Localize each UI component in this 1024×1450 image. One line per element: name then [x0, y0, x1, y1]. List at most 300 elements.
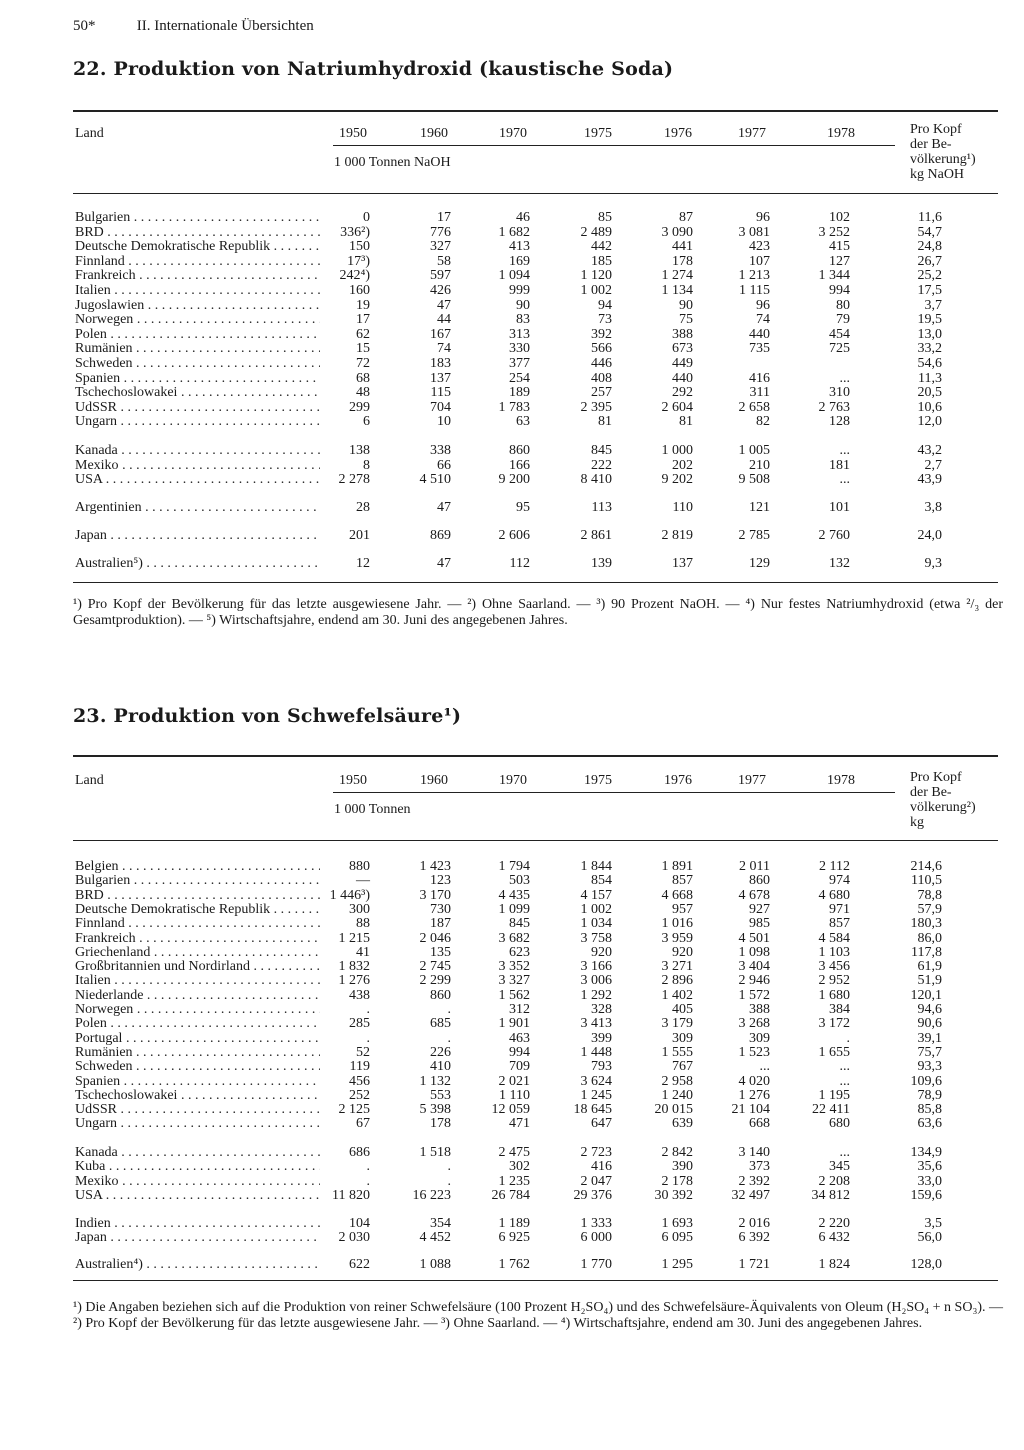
table-row [0, 888, 1024, 903]
production-value: 1 245 [580, 1087, 612, 1103]
production-value: 1 446³) [329, 887, 370, 903]
section-title: 22. Produktion von Natriumhydroxid (kaustische Soda) [73, 58, 674, 80]
production-value: 2 112 [819, 859, 850, 874]
production-value: 1 189 [498, 1216, 530, 1231]
production-value: 388 [749, 1002, 770, 1017]
production-value: 328 [591, 1002, 612, 1017]
column-header-year: 1960 [420, 773, 448, 788]
production-value: 75 [679, 312, 693, 328]
production-value: 90 [516, 297, 530, 313]
production-value: 4 157 [580, 887, 612, 903]
production-value: 1 002 [580, 283, 612, 298]
production-value: 10 [437, 414, 451, 430]
production-value: 74 [437, 341, 451, 357]
country-name: Schweden . . . [75, 1059, 320, 1074]
unit-label: 1 000 Tonnen [334, 802, 411, 817]
production-value: 79 [836, 312, 850, 328]
production-value: 405 [672, 1002, 693, 1017]
production-value: 454 [829, 326, 850, 342]
production-value: 880 [349, 859, 370, 874]
table-rule [73, 840, 998, 841]
production-value: 312 [509, 1002, 530, 1017]
production-value: 1 794 [498, 859, 530, 874]
prokopf-line: Pro Kopf [910, 770, 962, 785]
production-value: 252 [349, 1087, 370, 1103]
production-value: — [356, 873, 370, 889]
table-row [0, 1145, 1024, 1160]
production-value: 47 [437, 297, 451, 313]
production-value: 2 299 [419, 973, 451, 989]
country-name: Frankreich . . . [75, 931, 320, 946]
production-value: 2 896 [661, 973, 693, 989]
production-value: 725 [829, 341, 850, 357]
production-value: 202 [672, 457, 693, 473]
per-capita-value: 61,9 [917, 959, 942, 975]
production-value: 622 [349, 1257, 370, 1272]
production-value: 1 103 [818, 944, 850, 960]
production-value: 1 110 [499, 1087, 530, 1103]
prokopf-line: der Be- [910, 137, 952, 152]
prokopf-line: der Be- [910, 785, 952, 800]
per-capita-value: 120,1 [910, 987, 942, 1003]
per-capita-value: 10,6 [917, 399, 942, 415]
production-value: 1 333 [580, 1216, 612, 1231]
production-value: 999 [509, 283, 530, 298]
production-value: 310 [829, 385, 850, 401]
production-value: 3 413 [580, 1016, 612, 1032]
country-name: Tschechoslowakei . . . [75, 385, 320, 400]
production-value: 1 120 [580, 268, 612, 284]
country-name: UdSSR . . . [75, 1102, 320, 1117]
production-value: 957 [672, 901, 693, 917]
country-name: Norwegen . . . [75, 312, 320, 327]
per-capita-value: 86,0 [917, 930, 942, 946]
per-capita-value: 19,5 [917, 312, 942, 328]
production-value: 2 606 [498, 528, 530, 543]
production-value: 735 [749, 341, 770, 357]
production-value: 845 [509, 916, 530, 932]
production-value: 3 404 [738, 959, 770, 975]
production-value: 3 170 [419, 887, 451, 903]
production-value: 47 [437, 500, 451, 515]
production-value: 4 680 [818, 887, 850, 903]
production-value: 3 140 [738, 1145, 770, 1160]
production-value: 3 682 [498, 930, 530, 946]
production-value: 1 098 [738, 944, 770, 960]
production-value: 647 [591, 1116, 612, 1132]
prokopf-line: völkerung¹) [910, 152, 976, 167]
country-name: UdSSR . . . [75, 400, 320, 415]
production-value: 1 295 [661, 1257, 693, 1272]
production-value: 920 [672, 944, 693, 960]
production-value: 1 094 [498, 268, 530, 284]
production-value: 639 [672, 1116, 693, 1132]
per-capita-value: 159,6 [910, 1187, 942, 1203]
table-row [0, 225, 1024, 240]
production-value: 6 000 [580, 1230, 612, 1246]
production-value: 309 [749, 1030, 770, 1046]
table-row [0, 931, 1024, 946]
production-value: 3 179 [661, 1016, 693, 1032]
production-value: 8 410 [580, 472, 612, 488]
production-value: . [366, 1159, 370, 1175]
table-row [0, 1002, 1024, 1017]
per-capita-value: 180,3 [910, 916, 942, 932]
per-capita-value: 9,3 [924, 556, 942, 571]
production-value: 113 [591, 500, 612, 515]
production-value: 2 489 [580, 224, 612, 240]
column-header-land: Land [75, 126, 104, 141]
production-value: 1 215 [338, 930, 370, 946]
table-row [0, 973, 1024, 988]
table-row [0, 283, 1024, 298]
production-value: 87 [679, 210, 693, 225]
per-capita-value: 117,8 [911, 944, 942, 960]
production-value: 28 [356, 500, 370, 515]
production-value: 384 [829, 1002, 850, 1017]
column-header-year: 1977 [738, 126, 766, 141]
production-value: 566 [591, 341, 612, 357]
production-value: 920 [591, 944, 612, 960]
per-capita-value: 43,9 [917, 472, 942, 488]
production-value: 254 [509, 370, 530, 386]
production-value: 94 [598, 297, 612, 313]
production-value: 1 682 [498, 224, 530, 240]
table-row [0, 959, 1024, 974]
production-value: 0 [363, 210, 370, 225]
production-value: 623 [509, 944, 530, 960]
per-capita-value: 110,5 [911, 873, 942, 889]
column-header-year: 1976 [664, 773, 692, 788]
production-value: ... [839, 472, 850, 488]
production-value: 121 [749, 500, 770, 515]
production-value: 68 [356, 370, 370, 386]
table-row [0, 371, 1024, 386]
production-value: 96 [756, 297, 770, 313]
production-value: 3 090 [661, 224, 693, 240]
production-value: 4 678 [738, 887, 770, 903]
production-value: 1 783 [498, 399, 530, 415]
production-value: 187 [430, 916, 451, 932]
production-value: 8 [363, 457, 370, 473]
table-row [0, 1074, 1024, 1089]
production-value: 857 [672, 873, 693, 889]
production-value: 860 [749, 873, 770, 889]
production-value: 327 [430, 239, 451, 255]
production-value: 2 946 [738, 973, 770, 989]
country-name: Belgien . . . [75, 859, 320, 874]
production-value: 127 [829, 253, 850, 269]
table-row [0, 1031, 1024, 1046]
production-value: 2 819 [661, 528, 693, 543]
production-value: 685 [430, 1016, 451, 1032]
per-capita-value: 78,9 [917, 1087, 942, 1103]
country-name: Mexiko . . . [75, 1174, 320, 1189]
country-name: Tschechoslowakei . . . [75, 1088, 320, 1103]
production-value: 123 [430, 873, 451, 889]
production-value: 503 [509, 873, 530, 889]
table-row [0, 1102, 1024, 1117]
production-value: 1 099 [498, 901, 530, 917]
table-row [0, 341, 1024, 356]
country-name: Japan . . . [75, 1230, 320, 1245]
production-value: 3 268 [738, 1016, 770, 1032]
country-name: Griechenland . . . [75, 945, 320, 960]
country-name: Argentinien . . . [75, 500, 320, 515]
production-value: 673 [672, 341, 693, 357]
production-value: 12 [356, 556, 370, 571]
production-value: 3 327 [498, 973, 530, 989]
production-value: 104 [349, 1216, 370, 1231]
production-value: 3 081 [738, 224, 770, 240]
production-value: 4 668 [661, 887, 693, 903]
production-value: 994 [509, 1044, 530, 1060]
table-row [0, 458, 1024, 473]
country-name: Deutsche Demokratische Republik . . . [75, 239, 320, 254]
section-title: 23. Produktion von Schwefelsäure¹) [73, 705, 462, 727]
per-capita-value: 109,6 [910, 1073, 942, 1089]
production-value: 178 [430, 1116, 451, 1132]
per-capita-value: 94,6 [917, 1002, 942, 1017]
production-value: ... [839, 1073, 850, 1089]
production-value: 4 452 [419, 1230, 451, 1246]
country-name: Finnland . . . [75, 254, 320, 269]
production-value: 1 901 [498, 1016, 530, 1032]
per-capita-value: 75,7 [917, 1044, 942, 1060]
production-value: 1 402 [661, 987, 693, 1003]
table-row [0, 945, 1024, 960]
production-value: 860 [430, 987, 451, 1003]
production-value: 1 562 [498, 987, 530, 1003]
per-capita-value: 90,6 [917, 1016, 942, 1032]
production-value: 3 252 [818, 224, 850, 240]
production-value: 3 758 [580, 930, 612, 946]
production-value: . [366, 1030, 370, 1046]
production-value: 354 [430, 1216, 451, 1231]
production-value: 189 [509, 385, 530, 401]
production-value: 1 824 [818, 1257, 850, 1272]
production-value: 1 276 [338, 973, 370, 989]
production-value: 4 584 [818, 930, 850, 946]
country-name: Mexiko . . . [75, 458, 320, 473]
table-row [0, 443, 1024, 458]
country-name: Frankreich . . . [75, 268, 320, 283]
production-value: 181 [829, 457, 850, 473]
production-value: 441 [672, 239, 693, 255]
per-capita-value: 3,8 [924, 500, 942, 515]
country-name: Polen . . . [75, 327, 320, 342]
production-value: 112 [509, 556, 530, 571]
column-header-year: 1975 [584, 126, 612, 141]
production-value: 19 [356, 297, 370, 313]
production-value: 6 925 [498, 1230, 530, 1246]
production-value: 292 [672, 385, 693, 401]
production-value: 21 104 [731, 1102, 770, 1118]
table-row [0, 298, 1024, 313]
unit-label: 1 000 Tonnen NaOH [334, 155, 451, 170]
table-row [0, 312, 1024, 327]
production-value: 2 278 [338, 472, 370, 488]
production-value: 2 723 [580, 1145, 612, 1160]
per-capita-value: 128,0 [910, 1257, 942, 1272]
production-value: ... [839, 370, 850, 386]
prokopf-line: Pro Kopf [910, 122, 962, 137]
table-row [0, 1216, 1024, 1231]
table-rule [73, 582, 998, 583]
production-value: 869 [430, 528, 451, 543]
table-row [0, 1230, 1024, 1245]
country-name: Bulgarien . . . [75, 210, 320, 225]
production-value: 167 [430, 326, 451, 342]
production-value: 85 [598, 210, 612, 225]
production-value: 3 456 [818, 959, 850, 975]
production-value: 2 178 [661, 1173, 693, 1189]
production-value: 2 021 [498, 1073, 530, 1089]
per-capita-value: 2,7 [924, 457, 942, 473]
production-value: 2 952 [818, 973, 850, 989]
production-value: 119 [349, 1059, 370, 1075]
production-value: 399 [591, 1030, 612, 1046]
production-value: 132 [829, 556, 850, 571]
country-name: Norwegen . . . [75, 1002, 320, 1017]
production-value: 2 395 [580, 399, 612, 415]
production-value: 668 [749, 1116, 770, 1132]
production-value: 3 166 [580, 959, 612, 975]
table-row [0, 1116, 1024, 1131]
per-capita-value: 3,5 [924, 1216, 942, 1231]
production-value: 169 [509, 253, 530, 269]
production-value: . [366, 1002, 370, 1017]
header-rule [333, 792, 895, 793]
per-capita-value: 3,7 [924, 297, 942, 313]
country-name: Großbritannien und Nordirland . . . [75, 959, 320, 974]
table-row [0, 1188, 1024, 1203]
production-value: 857 [829, 916, 850, 932]
production-value: 767 [672, 1059, 693, 1075]
per-capita-value: 35,6 [917, 1159, 942, 1175]
production-value: 927 [749, 901, 770, 917]
column-header-year: 1950 [339, 773, 367, 788]
production-value: 1 195 [818, 1087, 850, 1103]
production-value: 2 220 [818, 1216, 850, 1231]
country-name: Ungarn . . . [75, 1116, 320, 1131]
column-header-year: 1970 [499, 126, 527, 141]
production-value: 1 088 [419, 1257, 451, 1272]
country-name: Ungarn . . . [75, 414, 320, 429]
production-value: 3 271 [661, 959, 693, 975]
table-rule [73, 1280, 998, 1281]
production-value: 2 392 [738, 1173, 770, 1189]
production-value: 160 [349, 283, 370, 298]
production-value: 2 763 [818, 399, 850, 415]
production-value: 330 [509, 341, 530, 357]
production-value: 1 115 [739, 283, 770, 298]
production-value: 449 [672, 356, 693, 371]
production-value: 2 745 [419, 959, 451, 975]
production-value: 9 200 [498, 472, 530, 488]
table-row [0, 385, 1024, 400]
production-value: . [447, 1030, 451, 1046]
column-header-prokopf [910, 122, 1010, 182]
production-value: 2 785 [738, 528, 770, 543]
per-capita-value: 33,0 [917, 1173, 942, 1189]
production-value: 1 655 [818, 1044, 850, 1060]
production-value: 2 030 [338, 1230, 370, 1246]
production-value: 2 475 [498, 1145, 530, 1160]
country-name: Jugoslawien . . . [75, 298, 320, 313]
country-name: USA . . . [75, 1188, 320, 1203]
footnote: ¹) Pro Kopf der Bevölkerung für das letzte ausgewiesene Jahr. — ²) Ohne Saarland. — ³) 90 Prozent NaOH. — ⁴) Nur festes Natriumhydroxid (etwa ²/₃ der Gesamtproduktion). — ⁵) Wirtschaftsjahre, endend am 30. Juni des angegebenen Jahres. [73, 597, 1003, 628]
production-value: 686 [349, 1145, 370, 1160]
production-value: 22 411 [812, 1102, 850, 1118]
per-capita-value: 24,0 [917, 528, 942, 543]
production-value: 2 760 [818, 528, 850, 543]
production-value: 390 [672, 1159, 693, 1175]
production-value: 135 [430, 944, 451, 960]
production-value: 226 [430, 1044, 451, 1060]
production-value: 83 [516, 312, 530, 328]
prokopf-line: kg [910, 815, 924, 830]
production-value: 311 [749, 385, 770, 401]
production-value: 971 [829, 901, 850, 917]
column-header-year: 1975 [584, 773, 612, 788]
production-value: 52 [356, 1044, 370, 1060]
per-capita-value: 56,0 [917, 1230, 942, 1246]
production-value: 17³) [347, 253, 370, 269]
production-value: 110 [672, 500, 693, 515]
production-value: 1 235 [498, 1173, 530, 1189]
production-value: 48 [356, 385, 370, 401]
production-value: 2 046 [419, 930, 451, 946]
production-value: 463 [509, 1030, 530, 1046]
production-value: 388 [672, 326, 693, 342]
production-value: 1 572 [738, 987, 770, 1003]
production-value: 80 [836, 297, 850, 313]
production-value: 309 [672, 1030, 693, 1046]
production-value: 67 [356, 1116, 370, 1132]
country-name: Polen . . . [75, 1016, 320, 1031]
production-value: 446 [591, 356, 612, 371]
per-capita-value: 54,6 [917, 356, 942, 371]
production-value: ... [839, 1059, 850, 1075]
production-value: 2 861 [580, 528, 612, 543]
column-header-prokopf [910, 770, 1010, 830]
production-value: 373 [749, 1159, 770, 1175]
production-value: 793 [591, 1059, 612, 1075]
production-value: 471 [509, 1116, 530, 1132]
table-row [0, 1059, 1024, 1074]
production-value: 1 555 [661, 1044, 693, 1060]
production-value: 456 [349, 1073, 370, 1089]
production-value: 6 [363, 414, 370, 430]
production-value: 185 [591, 253, 612, 269]
per-capita-value: 134,9 [910, 1145, 942, 1160]
country-name: Australien⁴) . . . [75, 1257, 320, 1272]
column-header-year: 1977 [738, 773, 766, 788]
per-capita-value: 78,8 [917, 887, 942, 903]
production-value: 1 005 [738, 443, 770, 458]
table-row [0, 472, 1024, 487]
production-value: 2 604 [661, 399, 693, 415]
per-capita-value: 39,1 [917, 1030, 942, 1046]
per-capita-value: 13,0 [917, 326, 942, 342]
production-value: 553 [430, 1087, 451, 1103]
production-value: 1 276 [738, 1087, 770, 1103]
production-value: 30 392 [654, 1187, 693, 1203]
production-value: 1 832 [338, 959, 370, 975]
production-value: 6 432 [818, 1230, 850, 1246]
production-value: 88 [356, 916, 370, 932]
